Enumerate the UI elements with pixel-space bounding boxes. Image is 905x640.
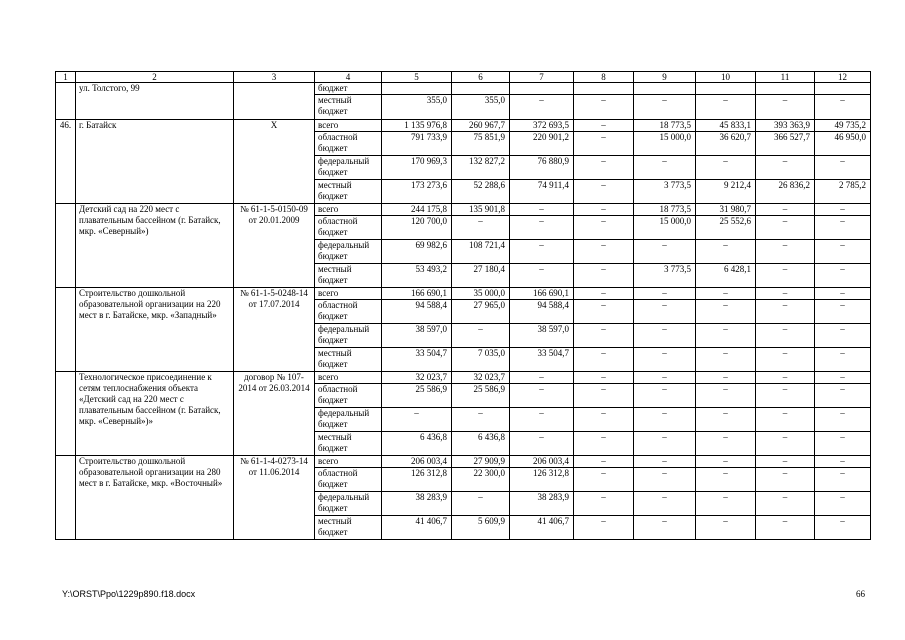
amount-cell: 355,0 [382,95,452,120]
amount-cell: – [574,216,634,240]
amount-cell: – [574,372,634,384]
amount-cell: 126 312,8 [510,468,574,492]
amount-cell: – [815,492,871,516]
amount-cell: – [756,288,815,300]
table-row [56,372,871,384]
amount-cell: – [574,348,634,372]
amount-cell: – [574,456,634,468]
amount-cell: – [510,240,574,264]
object-name: Детский сад на 220 мест с плавательным бассейном (г. Батайск, мкр. «Северный») [76,204,234,288]
column-number-11: 11 [756,72,815,83]
amount-cell: – [756,468,815,492]
amount-cell: – [634,324,696,348]
row-number [56,204,76,288]
funding-source: местный бюджет [315,180,382,204]
object-name: ул. Толстого, 99 [76,83,234,120]
funding-source: федеральный бюджет [315,408,382,432]
amount-cell: – [756,95,815,120]
amount-cell: – [574,95,634,120]
amount-cell: 69 982,6 [382,240,452,264]
amount-cell: – [696,384,756,408]
amount-cell: – [815,372,871,384]
document-ref [234,83,315,120]
amount-cell: – [696,468,756,492]
amount-cell: – [634,456,696,468]
amount-cell: 27 180,4 [452,264,510,288]
amount-cell: 15 000,0 [634,132,696,156]
amount-cell: – [574,132,634,156]
amount-cell: – [634,240,696,264]
amount-cell: – [574,492,634,516]
column-number-7: 7 [510,72,574,83]
amount-cell: – [815,432,871,456]
amount-cell: 166 690,1 [510,288,574,300]
amount-cell: – [574,516,634,540]
amount-cell: – [756,216,815,240]
amount-cell: 18 773,5 [634,204,696,216]
amount-cell: – [815,456,871,468]
funding-source: федеральный бюджет [315,156,382,180]
amount-cell: 355,0 [452,95,510,120]
amount-cell: 32 023,7 [452,372,510,384]
amount-cell: – [756,408,815,432]
amount-cell: 791 733,9 [382,132,452,156]
amount-cell: – [634,492,696,516]
amount-cell: 6 436,8 [382,432,452,456]
amount-cell: 220 901,2 [510,132,574,156]
funding-source: областной бюджет [315,300,382,324]
funding-source: всего [315,372,382,384]
amount-cell: 7 035,0 [452,348,510,372]
amount-cell: – [634,408,696,432]
amount-cell: 5 609,9 [452,516,510,540]
column-number-2: 2 [76,72,234,83]
funding-source: всего [315,120,382,132]
amount-cell: – [574,156,634,180]
document-ref: № 61-1-5-0248-14 от 17.07.2014 [234,288,315,372]
amount-cell: – [634,372,696,384]
amount-cell: 393 363,9 [756,120,815,132]
amount-cell: – [574,300,634,324]
document-ref: № 61-1-4-0273-14 от 11.06.2014 [234,456,315,540]
funding-source: всего [315,204,382,216]
amount-cell: – [574,384,634,408]
amount-cell: – [815,300,871,324]
amount-cell: – [815,408,871,432]
amount-cell: 3 773,5 [634,264,696,288]
amount-cell [452,83,510,95]
amount-cell: – [574,120,634,132]
amount-cell: – [756,372,815,384]
amount-cell: 6 436,8 [452,432,510,456]
column-number-8: 8 [574,72,634,83]
amount-cell: – [756,156,815,180]
amount-cell: – [574,204,634,216]
funding-source: областной бюджет [315,384,382,408]
amount-cell: – [815,95,871,120]
column-number-1: 1 [56,72,76,83]
amount-cell: – [756,432,815,456]
amount-cell: 15 000,0 [634,216,696,240]
amount-cell: – [815,468,871,492]
amount-cell: – [574,432,634,456]
amount-cell: – [756,240,815,264]
amount-cell: – [696,240,756,264]
amount-cell: – [634,300,696,324]
amount-cell: 25 586,9 [452,384,510,408]
amount-cell: 120 700,0 [382,216,452,240]
amount-cell: 108 721,4 [452,240,510,264]
amount-cell: – [574,324,634,348]
amount-cell: – [696,492,756,516]
amount-cell: – [452,324,510,348]
amount-cell: 38 283,9 [382,492,452,516]
amount-cell: – [756,516,815,540]
amount-cell: – [634,156,696,180]
column-number-5: 5 [382,72,452,83]
amount-cell: – [696,324,756,348]
row-number: 46. [56,120,76,204]
amount-cell: – [815,204,871,216]
amount-cell: 366 527,7 [756,132,815,156]
document-ref: № 61-1-5-0150-09 от 20.01.2009 [234,204,315,288]
amount-cell: 52 288,6 [452,180,510,204]
table-row [56,83,871,95]
amount-cell: – [756,300,815,324]
amount-cell: – [510,264,574,288]
amount-cell [696,83,756,95]
amount-cell: – [634,95,696,120]
amount-cell: 260 967,7 [452,120,510,132]
amount-cell: 126 312,8 [382,468,452,492]
amount-cell: – [756,348,815,372]
amount-cell: 75 851,9 [452,132,510,156]
amount-cell: – [634,516,696,540]
amount-cell: – [756,324,815,348]
amount-cell: 49 735,2 [815,120,871,132]
amount-cell: – [815,324,871,348]
amount-cell: – [452,216,510,240]
amount-cell: 27 965,0 [452,300,510,324]
amount-cell: 372 693,5 [510,120,574,132]
column-number-3: 3 [234,72,315,83]
amount-cell: 38 597,0 [382,324,452,348]
funding-source: местный бюджет [315,432,382,456]
funding-source: всего [315,288,382,300]
document-ref: договор № 107-2014 от 26.03.2014 [234,372,315,456]
amount-cell: 33 504,7 [510,348,574,372]
amount-cell: 18 773,5 [634,120,696,132]
amount-cell: 38 597,0 [510,324,574,348]
amount-cell: – [574,468,634,492]
amount-cell: 74 911,4 [510,180,574,204]
column-number-row [56,72,871,83]
amount-cell: 1 135 976,8 [382,120,452,132]
amount-cell: 27 909,9 [452,456,510,468]
amount-cell: – [815,156,871,180]
amount-cell: – [815,240,871,264]
object-name: Технологическое присоединение к сетям теплоснабжения объекта «Детский сад на 220 мест с плавательным бассейном (г. Батайск, мкр. «Северный»)» [76,372,234,456]
amount-cell: 166 690,1 [382,288,452,300]
page-number: 66 [856,589,865,599]
amount-cell: – [815,216,871,240]
amount-cell: – [756,456,815,468]
amount-cell: 38 283,9 [510,492,574,516]
table-row [56,120,871,132]
amount-cell: – [634,432,696,456]
amount-cell: 173 273,6 [382,180,452,204]
amount-cell: 22 300,0 [452,468,510,492]
amount-cell [634,83,696,95]
amount-cell: – [634,288,696,300]
amount-cell: 3 773,5 [634,180,696,204]
amount-cell: – [815,348,871,372]
amount-cell: 2 785,2 [815,180,871,204]
amount-cell: – [574,180,634,204]
row-number [56,83,76,120]
amount-cell: – [696,288,756,300]
amount-cell: – [510,408,574,432]
amount-cell [574,83,634,95]
amount-cell: – [696,516,756,540]
amount-cell: 45 833,1 [696,120,756,132]
funding-source: областной бюджет [315,216,382,240]
amount-cell: – [815,264,871,288]
table-row [56,204,871,216]
amount-cell: 32 023,7 [382,372,452,384]
document-ref: Х [234,120,315,204]
amount-cell: 76 880,9 [510,156,574,180]
amount-cell: 25 586,9 [382,384,452,408]
funding-source: бюджет [315,83,382,95]
column-number-6: 6 [452,72,510,83]
amount-cell: 94 588,4 [510,300,574,324]
amount-cell: 94 588,4 [382,300,452,324]
amount-cell: – [510,95,574,120]
amount-cell: – [696,456,756,468]
amount-cell: – [696,432,756,456]
amount-cell: 206 003,4 [510,456,574,468]
amount-cell: – [510,204,574,216]
amount-cell: 9 212,4 [696,180,756,204]
amount-cell: 33 504,7 [382,348,452,372]
funding-source: местный бюджет [315,348,382,372]
row-number [56,456,76,540]
amount-cell: – [696,408,756,432]
file-path: Y:\ORST\Ppo\1229p890.f18.docx [62,589,196,599]
amount-cell [815,83,871,95]
column-number-9: 9 [634,72,696,83]
amount-cell: 35 000,0 [452,288,510,300]
amount-cell: – [574,264,634,288]
object-name: Строительство дошкольной образовательной организации на 220 мест в г. Батайске, мкр. «Западный» [76,288,234,372]
amount-cell: – [815,516,871,540]
amount-cell: 135 901,8 [452,204,510,216]
amount-cell: 26 836,2 [756,180,815,204]
funding-source: местный бюджет [315,264,382,288]
amount-cell: – [634,384,696,408]
amount-cell: – [696,372,756,384]
amount-cell: 244 175,8 [382,204,452,216]
amount-cell: 31 980,7 [696,204,756,216]
amount-cell: – [510,216,574,240]
amount-cell: 25 552,6 [696,216,756,240]
column-number-10: 10 [696,72,756,83]
amount-cell: – [574,408,634,432]
amount-cell: – [696,300,756,324]
amount-cell: – [510,432,574,456]
amount-cell: – [634,468,696,492]
amount-cell: – [452,408,510,432]
table-row [56,288,871,300]
funding-source: местный бюджет [315,95,382,120]
amount-cell: 206 003,4 [382,456,452,468]
funding-source: федеральный бюджет [315,324,382,348]
funding-source: областной бюджет [315,468,382,492]
amount-cell: – [574,240,634,264]
funding-source: местный бюджет [315,516,382,540]
amount-cell: – [815,384,871,408]
amount-cell: – [452,492,510,516]
budget-table [55,71,871,540]
amount-cell: 6 428,1 [696,264,756,288]
amount-cell: 41 406,7 [510,516,574,540]
amount-cell: 170 969,3 [382,156,452,180]
amount-cell: – [574,288,634,300]
funding-source: областной бюджет [315,132,382,156]
amount-cell: – [756,492,815,516]
amount-cell: – [510,372,574,384]
amount-cell: 46 950,0 [815,132,871,156]
object-name: г. Батайск [76,120,234,204]
object-name: Строительство дошкольной образовательной организации на 280 мест в г. Батайске, мкр. «Восточный» [76,456,234,540]
column-number-4: 4 [315,72,382,83]
funding-source: всего [315,456,382,468]
amount-cell: – [510,384,574,408]
amount-cell [756,83,815,95]
amount-cell: – [382,408,452,432]
column-number-12: 12 [815,72,871,83]
amount-cell: – [815,288,871,300]
amount-cell: – [696,348,756,372]
amount-cell: – [696,156,756,180]
amount-cell: – [696,95,756,120]
funding-source: федеральный бюджет [315,492,382,516]
amount-cell: 36 620,7 [696,132,756,156]
amount-cell: 41 406,7 [382,516,452,540]
amount-cell [510,83,574,95]
funding-source: федеральный бюджет [315,240,382,264]
amount-cell: 132 827,2 [452,156,510,180]
amount-cell: – [756,264,815,288]
amount-cell: – [756,204,815,216]
amount-cell [382,83,452,95]
row-number [56,372,76,456]
table-body [56,72,871,540]
table-row [56,456,871,468]
row-number [56,288,76,372]
amount-cell: 53 493,2 [382,264,452,288]
amount-cell: – [756,384,815,408]
amount-cell: – [634,348,696,372]
